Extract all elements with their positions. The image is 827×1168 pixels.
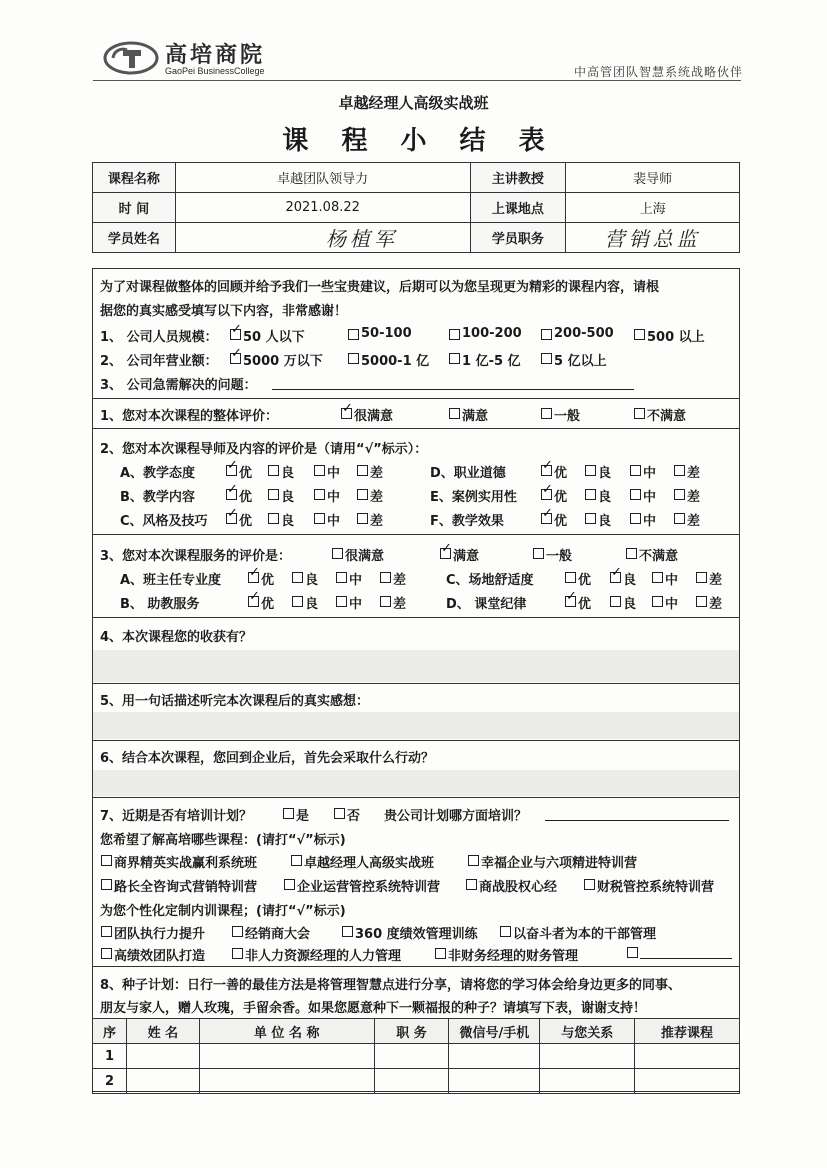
custom-option-checkbox[interactable]	[500, 926, 511, 937]
check-mark-icon: ✓	[611, 565, 622, 580]
s3-grade-checkbox[interactable]	[696, 572, 707, 583]
time-value[interactable]: 2021.08.22	[175, 193, 470, 223]
s2-grade-label: 差	[687, 490, 701, 505]
column-header: 序	[93, 1019, 127, 1044]
check-mark-icon: ✓	[566, 589, 577, 604]
s3-grade-checkbox[interactable]	[380, 572, 391, 583]
s2-grade-label: 良	[598, 490, 612, 505]
custom-option-label: 非人力资源经理的人力管理	[245, 949, 402, 964]
section-divider	[92, 966, 740, 967]
check-mark-icon: ✓	[542, 458, 553, 473]
s3-grade-label: 中	[349, 573, 363, 588]
info-row	[93, 223, 740, 253]
s2-grade-label: 优	[554, 514, 568, 529]
check-mark-icon: ✓	[249, 589, 260, 604]
custom-option-label: 高绩效团队打造	[114, 949, 206, 964]
seed-plan-table	[92, 1018, 740, 1094]
table-cell[interactable]	[374, 1069, 449, 1094]
s1-checkbox[interactable]	[449, 408, 460, 419]
s2-grade-checkbox[interactable]	[314, 465, 325, 476]
s3-grade-checkbox[interactable]	[292, 572, 303, 583]
header-divider	[93, 80, 741, 81]
course-option-label: 财税管控系统特训营	[597, 880, 715, 895]
custom-other-checkbox[interactable]	[627, 947, 638, 958]
s1-option: 满意	[462, 409, 489, 424]
table-cell[interactable]	[635, 1069, 740, 1094]
s3-grade-label: 差	[393, 597, 407, 612]
q8-line-1: 8、种子计划：日行一善的最佳方法是将管理智慧点进行分享，请将您的学习体会给身边更多的同事、	[100, 978, 682, 993]
row-number: 1	[93, 1044, 127, 1069]
program-subtitle: 卓越经理人高级实战班	[338, 94, 489, 112]
student-name-handwriting: 杨植军	[325, 227, 398, 251]
s3-grade-label: 差	[709, 597, 723, 612]
q1-checkbox[interactable]	[541, 329, 552, 340]
s1-option: 一般	[554, 409, 581, 424]
course-option-checkbox[interactable]	[468, 855, 479, 866]
s2-grade-label: 中	[327, 466, 341, 481]
section-divider	[92, 398, 740, 399]
s3-item-label: A、班主任专业度	[120, 573, 222, 588]
check-mark-icon: ✓	[227, 458, 238, 473]
q3-label: 3、 公司急需解决的问题：	[100, 378, 257, 393]
s3-grade-label: 差	[709, 573, 723, 588]
student-name-value[interactable]	[175, 223, 470, 253]
section-divider	[92, 797, 740, 798]
s3-option: 一般	[546, 549, 573, 564]
s1-checkbox[interactable]	[541, 408, 552, 419]
s2-grade-label: 差	[370, 514, 384, 529]
q1-checkbox[interactable]	[348, 329, 359, 340]
position-value[interactable]	[566, 223, 740, 253]
custom-option-checkbox[interactable]	[232, 926, 243, 937]
custom-option-checkbox[interactable]	[101, 926, 112, 937]
q2-checkbox[interactable]	[348, 353, 359, 364]
check-mark-icon: ✓	[227, 482, 238, 497]
table-cell[interactable]	[635, 1044, 740, 1069]
section-divider	[92, 428, 740, 429]
q1-label: 1、 公司人员规模：	[100, 330, 218, 345]
info-row	[93, 163, 740, 193]
q4-label: 4、本次课程您的收获有？	[100, 630, 253, 645]
s2-grade-label: 良	[281, 490, 295, 505]
s2-grade-label: 优	[239, 514, 253, 529]
q2-checkbox[interactable]	[541, 353, 552, 364]
table-cell[interactable]	[540, 1069, 635, 1094]
s3-grade-checkbox[interactable]	[652, 596, 663, 607]
answer-area-q5[interactable]	[93, 712, 739, 739]
s2-item-label: E、案例实用性	[430, 490, 517, 505]
intro-line-1: 为了对课程做整体的回顾并给予我们一些宝贵建议，后期可以为您呈现更为精彩的课程内容，请根	[100, 280, 660, 295]
teacher-label: 主讲教授	[470, 163, 566, 193]
s2-grade-label: 中	[643, 466, 657, 481]
gp-logo-icon	[103, 41, 159, 75]
table-cell[interactable]	[449, 1044, 540, 1069]
s3-item-label: D、 课堂纪律	[446, 597, 527, 612]
course-name-value[interactable]: 卓越团队领导力	[175, 163, 470, 193]
section-divider	[92, 740, 740, 741]
s2-grade-checkbox[interactable]	[268, 465, 279, 476]
check-mark-icon: ✓	[342, 401, 353, 416]
s3-grade-checkbox[interactable]	[336, 572, 347, 583]
q2-option: 5 亿以上	[554, 354, 607, 369]
position-handwriting: 营销总监	[604, 227, 701, 251]
section-divider	[92, 617, 740, 618]
s2-grade-label: 中	[327, 514, 341, 529]
s3-item-label: B、 助教服务	[120, 597, 200, 612]
s2-grade-label: 良	[281, 514, 295, 529]
custom-option-label: 360 度绩效管理训练	[355, 927, 478, 942]
s2-grade-checkbox[interactable]	[268, 489, 279, 500]
q7-no-checkbox[interactable]	[334, 808, 345, 819]
s2-grade-checkbox[interactable]	[357, 513, 368, 524]
section-divider	[92, 534, 740, 535]
check-mark-icon: ✓	[249, 565, 260, 580]
check-mark-icon: ✓	[542, 506, 553, 521]
s3-grade-checkbox[interactable]	[292, 596, 303, 607]
s3-grade-label: 良	[623, 573, 637, 588]
q1-option: 100-200	[462, 326, 522, 341]
place-value[interactable]: 上海	[566, 193, 740, 223]
custom-other-line[interactable]	[640, 958, 732, 959]
place-label: 上课地点	[470, 193, 566, 223]
s3-item-label: C、场地舒适度	[446, 573, 534, 588]
column-header: 职 务	[374, 1019, 449, 1044]
s1-label: 1、您对本次课程的整体评价：	[100, 409, 279, 424]
answer-area-q6[interactable]	[93, 770, 739, 796]
s1-option: 不满意	[647, 409, 687, 424]
s2-grade-label: 差	[370, 466, 384, 481]
seed-table-header	[93, 1019, 740, 1044]
position-label: 学员职务	[470, 223, 566, 253]
column-header: 单 位 名 称	[199, 1019, 374, 1044]
course-info-table	[92, 162, 740, 253]
check-mark-icon: ✓	[227, 506, 238, 521]
teacher-value[interactable]: 裴导师	[566, 163, 740, 193]
check-mark-icon: ✓	[542, 482, 553, 497]
s2-grade-checkbox[interactable]	[585, 465, 596, 476]
table-cell[interactable]	[199, 1069, 374, 1094]
table-cell[interactable]	[199, 1044, 374, 1069]
s2-grade-checkbox[interactable]	[630, 513, 641, 524]
q8-line-2: 朋友与家人，赠人玫瑰，手留余香。如果您愿意种下一颗福报的种子？请填写下表，谢谢支持！	[100, 1001, 647, 1016]
q7-yes-label: 是	[296, 809, 310, 824]
q1-option: 200-500	[554, 326, 614, 341]
course-option-label: 卓越经理人高级实战班	[304, 856, 435, 871]
course-option-label: 商战股权心经	[479, 880, 558, 895]
course-name-label: 课程名称	[93, 163, 176, 193]
s3-grade-checkbox[interactable]	[652, 572, 663, 583]
q7-custom-label: 为您个性化定制内训课程；(请打“√”标示)	[100, 904, 346, 919]
s3-grade-label: 差	[393, 573, 407, 588]
s3-checkbox[interactable]	[533, 548, 544, 559]
course-option-checkbox[interactable]	[101, 855, 112, 866]
s2-grade-label: 优	[239, 490, 253, 505]
s3-grade-label: 中	[665, 573, 679, 588]
s2-item-label: D、职业道德	[430, 466, 506, 481]
info-row	[93, 193, 740, 223]
s2-grade-label: 优	[554, 466, 568, 481]
q1-option: 50 人以下	[243, 330, 305, 345]
s3-grade-label: 优	[578, 597, 592, 612]
q3-answer-line[interactable]	[272, 389, 634, 390]
s2-grade-label: 差	[687, 466, 701, 481]
check-mark-icon: ✓	[441, 541, 452, 556]
s3-grade-checkbox[interactable]	[565, 572, 576, 583]
s3-option: 很满意	[345, 549, 385, 564]
logo-name-cn: 高培商院	[165, 43, 266, 68]
course-option-label: 幸福企业与六项精进特训营	[481, 856, 638, 871]
table-cell[interactable]	[126, 1069, 199, 1094]
q7-yes-checkbox[interactable]	[283, 808, 294, 819]
s2-grade-checkbox[interactable]	[630, 489, 641, 500]
course-option-label: 路长全咨询式营销特训营	[114, 880, 258, 895]
section-divider	[92, 683, 740, 684]
s2-grade-checkbox[interactable]	[674, 465, 685, 476]
s3-grade-label: 良	[623, 597, 637, 612]
s3-grade-label: 优	[578, 573, 592, 588]
q5-label: 5、用一句话描述听完本次课程后的真实感想：	[100, 694, 370, 709]
s3-grade-label: 良	[305, 573, 319, 588]
course-option-label: 企业运营管控系统特训营	[297, 880, 441, 895]
table-cell[interactable]	[126, 1044, 199, 1069]
s2-grade-label: 中	[327, 490, 341, 505]
s2-grade-label: 中	[643, 514, 657, 529]
check-mark-icon: ✓	[231, 322, 242, 337]
s3-option: 满意	[453, 549, 480, 564]
s2-grade-label: 优	[239, 466, 253, 481]
q2-label: 2、 公司年营业额：	[100, 354, 218, 369]
s2-grade-checkbox[interactable]	[585, 489, 596, 500]
column-header: 与您关系	[540, 1019, 635, 1044]
s2-grade-checkbox[interactable]	[674, 513, 685, 524]
s2-grade-label: 优	[554, 490, 568, 505]
form-title: 课 程 小 结 表	[282, 126, 557, 156]
s3-grade-checkbox[interactable]	[696, 596, 707, 607]
custom-option-checkbox[interactable]	[232, 948, 243, 959]
check-mark-icon: ✓	[231, 346, 242, 361]
s2-grade-checkbox[interactable]	[268, 513, 279, 524]
s3-grade-label: 优	[261, 573, 275, 588]
q7-courses-label: 您希望了解高培哪些课程：(请打“√”标示)	[100, 833, 346, 848]
custom-option-checkbox[interactable]	[101, 948, 112, 959]
s2-item-label: A、教学态度	[120, 466, 196, 481]
q1-checkbox[interactable]	[449, 329, 460, 340]
answer-area-q4[interactable]	[93, 650, 739, 682]
course-option-checkbox[interactable]	[101, 879, 112, 890]
table-row	[93, 1069, 740, 1094]
s1-checkbox[interactable]	[634, 408, 645, 419]
q7-label: 7、近期是否有培训计划？	[100, 809, 253, 824]
s2-grade-checkbox[interactable]	[314, 513, 325, 524]
s2-grade-checkbox[interactable]	[357, 465, 368, 476]
s3-grade-label: 优	[261, 597, 275, 612]
intro-line-2: 据您的真实感受填写以下内容，非常感谢！	[100, 304, 348, 319]
q2-option: 5000 万以下	[243, 354, 323, 369]
q2-option: 5000-1 亿	[361, 354, 430, 369]
custom-option-checkbox[interactable]	[342, 926, 353, 937]
table-cell[interactable]	[374, 1044, 449, 1069]
custom-option-label: 非财务经理的财务管理	[448, 949, 579, 964]
s2-grade-checkbox[interactable]	[630, 465, 641, 476]
custom-option-checkbox[interactable]	[435, 948, 446, 959]
s2-label: 2、您对本次课程导师及内容的评价是（请用“√”标示）：	[100, 442, 428, 457]
s3-checkbox[interactable]	[332, 548, 343, 559]
course-option-label: 商界精英实战赢利系统班	[114, 856, 258, 871]
s3-checkbox[interactable]	[626, 548, 637, 559]
custom-option-label: 团队执行力提升	[114, 927, 206, 942]
s2-grade-checkbox[interactable]	[314, 489, 325, 500]
q7-no-label: 否	[347, 809, 361, 824]
row-number: 2	[93, 1069, 127, 1094]
q6-label: 6、结合本次课程，您回到企业后，首先会采取什么行动？	[100, 751, 435, 766]
custom-option-label: 以奋斗者为本的干部管理	[513, 927, 657, 942]
column-header: 推荐课程	[635, 1019, 740, 1044]
column-header: 微信号/手机	[449, 1019, 540, 1044]
header-slogan: 中高管团队智慧系统战略伙伴	[573, 65, 743, 79]
q1-option: 500 以上	[647, 330, 705, 345]
course-option-checkbox[interactable]	[284, 879, 295, 890]
s2-item-label: B、教学内容	[120, 490, 195, 505]
s3-grade-label: 中	[665, 597, 679, 612]
s2-grade-checkbox[interactable]	[357, 489, 368, 500]
q1-checkbox[interactable]	[634, 329, 645, 340]
s2-grade-label: 差	[370, 490, 384, 505]
course-option-checkbox[interactable]	[291, 855, 302, 866]
s2-grade-label: 中	[643, 490, 657, 505]
table-cell[interactable]	[449, 1069, 540, 1094]
s2-item-label: F、教学效果	[430, 514, 504, 529]
table-cell[interactable]	[540, 1044, 635, 1069]
s2-grade-label: 良	[598, 514, 612, 529]
s3-grade-checkbox[interactable]	[380, 596, 391, 607]
s3-grade-checkbox[interactable]	[610, 596, 621, 607]
s3-grade-checkbox[interactable]	[336, 596, 347, 607]
logo-name-en: GaoPei BusinessCollege	[165, 66, 265, 76]
s2-item-label: C、风格及技巧	[120, 514, 208, 529]
time-label: 时 间	[93, 193, 176, 223]
s1-option: 很满意	[354, 409, 394, 424]
q2-checkbox[interactable]	[449, 353, 460, 364]
q2-option: 1 亿-5 亿	[462, 354, 521, 369]
s3-grade-label: 良	[305, 597, 319, 612]
student-name-label: 学员姓名	[93, 223, 176, 253]
course-option-checkbox[interactable]	[466, 879, 477, 890]
course-option-checkbox[interactable]	[584, 879, 595, 890]
s3-label: 3、您对本次课程服务的评价是：	[100, 549, 292, 564]
s3-grade-label: 中	[349, 597, 363, 612]
table-row	[93, 1044, 740, 1069]
q7-plan-label: 贵公司计划哪方面培训？	[384, 809, 528, 824]
s3-option: 不满意	[639, 549, 679, 564]
s2-grade-label: 良	[598, 466, 612, 481]
s2-grade-label: 良	[281, 466, 295, 481]
s2-grade-label: 差	[687, 514, 701, 529]
q1-option: 50-100	[361, 326, 412, 341]
s2-grade-checkbox[interactable]	[585, 513, 596, 524]
custom-option-label: 经销商大会	[245, 927, 311, 942]
column-header: 姓 名	[126, 1019, 199, 1044]
q7-plan-line[interactable]	[545, 820, 729, 821]
s2-grade-checkbox[interactable]	[674, 489, 685, 500]
